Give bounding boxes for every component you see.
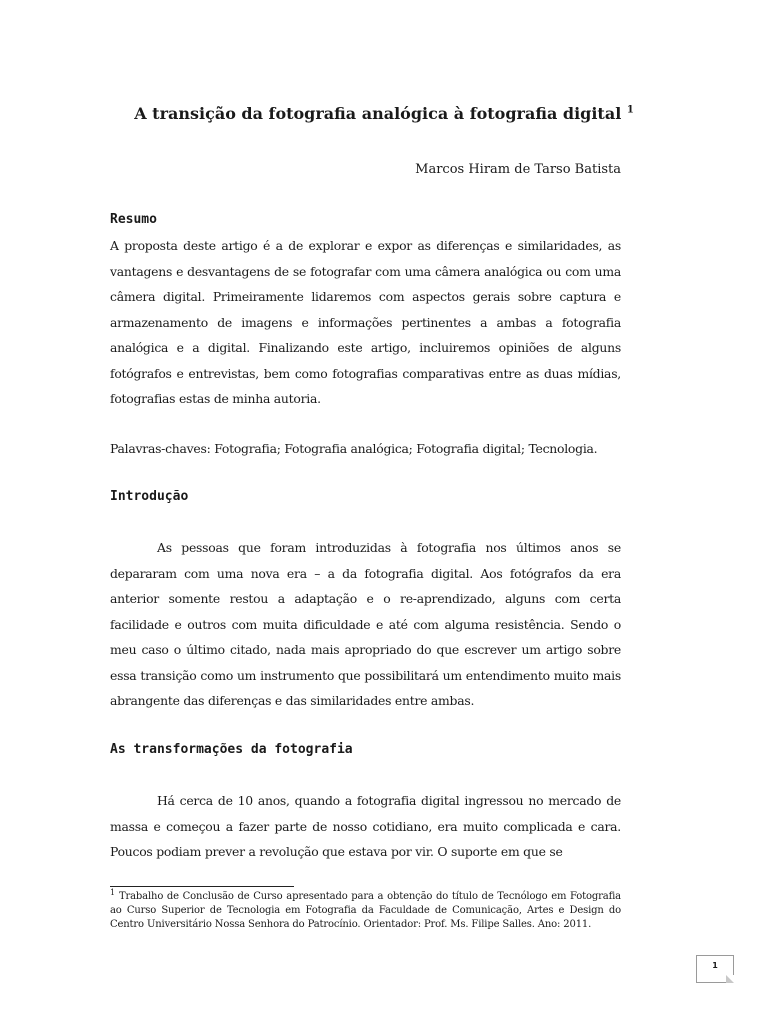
title-text: A transição da fotografia analógica à fotografia digital [134,104,622,123]
page-number: 1 [712,961,718,970]
title-footnote-marker: 1 [626,104,634,116]
page-number-box [696,955,734,983]
footnote-text: Trabalho de Conclusão de Curso apresentado para a obtenção do título de Tecnólogo em Fotografia ao Curso Superior de Tecnologia em Fotografia da Faculdade de Comunicação, Artes e Design do Centro Universitário Nossa Senhora do Patrocínio. Orientador: Prof. Ms. Filipe Salles. Ano: 2011. [110,891,621,930]
document-title [0,104,768,123]
introducao-paragraph: As pessoas que foram introduzidas à fotografia nos últimos anos se depararam com uma nova era – a da fotografia digital. Aos fotógrafos da era anterior somente restou a adaptação e o re-aprendizado, alguns com certa facilidade e outros com muita dificuldade e até com alguma resistência. Sendo o meu caso o último citado, nada mais apropriado do que escrever um artigo sobre essa transição como um instrumento que possibilitará um entendimento muito mais abrangente das diferenças e das similaridades entre ambas. [110,540,621,708]
heading-introducao: Introdução [110,489,189,504]
heading-resumo: Resumo [110,212,157,227]
author-name: Marcos Hiram de Tarso Batista [415,162,621,177]
footnote [110,887,621,932]
transformacoes-paragraph: Há cerca de 10 anos, quando a fotografia digital ingressou no mercado de massa e começou a fazer parte de nosso cotidiano, era muito complicada e cara. Poucos podiam prever a revolução que estava por vir. O suporte em que se [110,793,621,859]
heading-transformacoes: As transformações da fotografia [110,742,353,757]
keywords-line: Palavras-chaves: Fotografia; Fotografia analógica; Fotografia digital; Tecnologia. [110,441,598,456]
footnote-marker: 1 [110,887,115,897]
resumo-paragraph: A proposta deste artigo é a de explorar e expor as diferenças e similaridades, as vantagens e desvantagens de se fotografar com uma câmera analógica ou com uma câmera digital. Primeiramente lidaremos com aspectos gerais sobre captura e armazenamento de imagens e informações pertinentes a ambas a fotografia analógica e a digital. Finalizando este artigo, incluiremos opiniões de alguns fotógrafos e entrevistas, bem como fotografias comparativas entre as duas mídias, fotografias estas de minha autoria. [110,238,621,406]
footnote-separator [110,886,294,887]
page-fold-icon [726,975,734,983]
